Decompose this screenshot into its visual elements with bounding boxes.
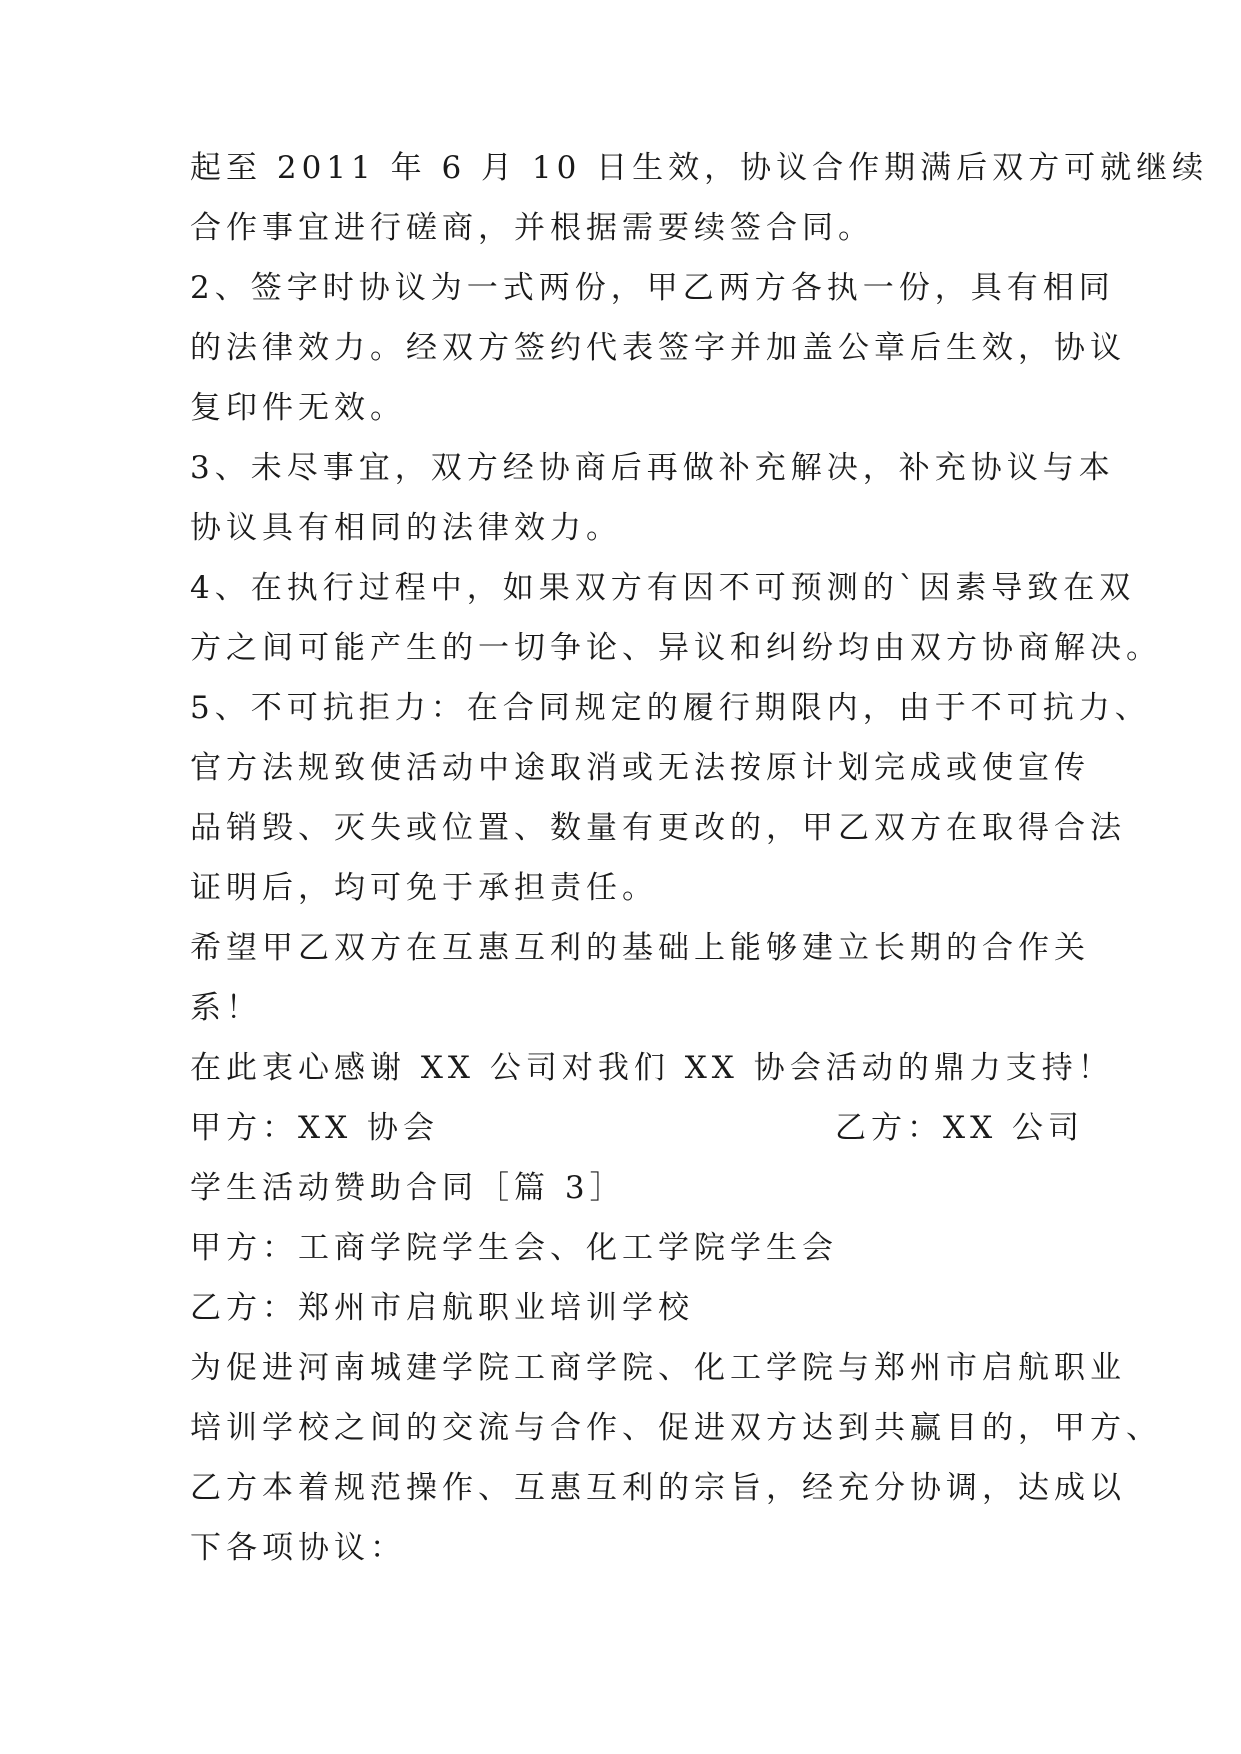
text-line: 官方法规致使活动中途取消或无法按原计划完成或使宣传 — [190, 750, 1090, 786]
text-line: 复印件无效。 — [190, 390, 406, 426]
intro-line: 为促进河南城建学院工商学院、化工学院与郑州市启航职业 — [190, 1350, 1126, 1386]
text-line: 品销毁、灭失或位置、数量有更改的，甲乙双方在取得合法 — [190, 810, 1126, 846]
text-line: 方之间可能产生的一切争论、异议和纠纷均由双方协商解决。 — [190, 630, 1162, 666]
text-line: 3、未尽事宜，双方经协商后再做补充解决，补充协议与本 — [190, 450, 1115, 486]
text-line: 2、签字时协议为一式两份，甲乙两方各执一份，具有相同 — [190, 270, 1115, 306]
text-line: 证明后，均可免于承担责任。 — [190, 870, 658, 906]
text-line: 协议具有相同的法律效力。 — [190, 510, 622, 546]
signature-party-b: 乙方：XX 公司 — [835, 1110, 1084, 1146]
text-line: 合作事宜进行磋商，并根据需要续签合同。 — [190, 210, 874, 246]
text-line: 4、在执行过程中，如果双方有因不可预测的`因素导致在双 — [190, 570, 1136, 606]
text-line: 的法律效力。经双方签约代表签字并加盖公章后生效，协议 — [190, 330, 1126, 366]
signature-party-a: 甲方：XX 协会 — [190, 1110, 439, 1146]
party-b-line: 乙方：郑州市启航职业培训学校 — [190, 1290, 694, 1326]
party-a-line: 甲方：工商学院学生会、化工学院学生会 — [190, 1230, 838, 1266]
section-title: 学生活动赞助合同［篇 3］ — [190, 1170, 626, 1206]
intro-line: 下各项协议： — [190, 1530, 406, 1566]
text-line: 系！ — [190, 990, 262, 1026]
intro-line: 培训学校之间的交流与合作、促进双方达到共赢目的，甲方、 — [190, 1410, 1162, 1446]
text-line: 在此衷心感谢 XX 公司对我们 XX 协会活动的鼎力支持！ — [190, 1050, 1114, 1086]
text-line: 5、不可抗拒力：在合同规定的履行期限内，由于不可抗力、 — [190, 690, 1151, 726]
intro-line: 乙方本着规范操作、互惠互利的宗旨，经充分协调，达成以 — [190, 1470, 1126, 1506]
text-line: 希望甲乙双方在互惠互利的基础上能够建立长期的合作关 — [190, 930, 1090, 966]
text-line: 起至 2011 年 6 月 10 日生效，协议合作期满后双方可就继续 — [190, 150, 1209, 186]
